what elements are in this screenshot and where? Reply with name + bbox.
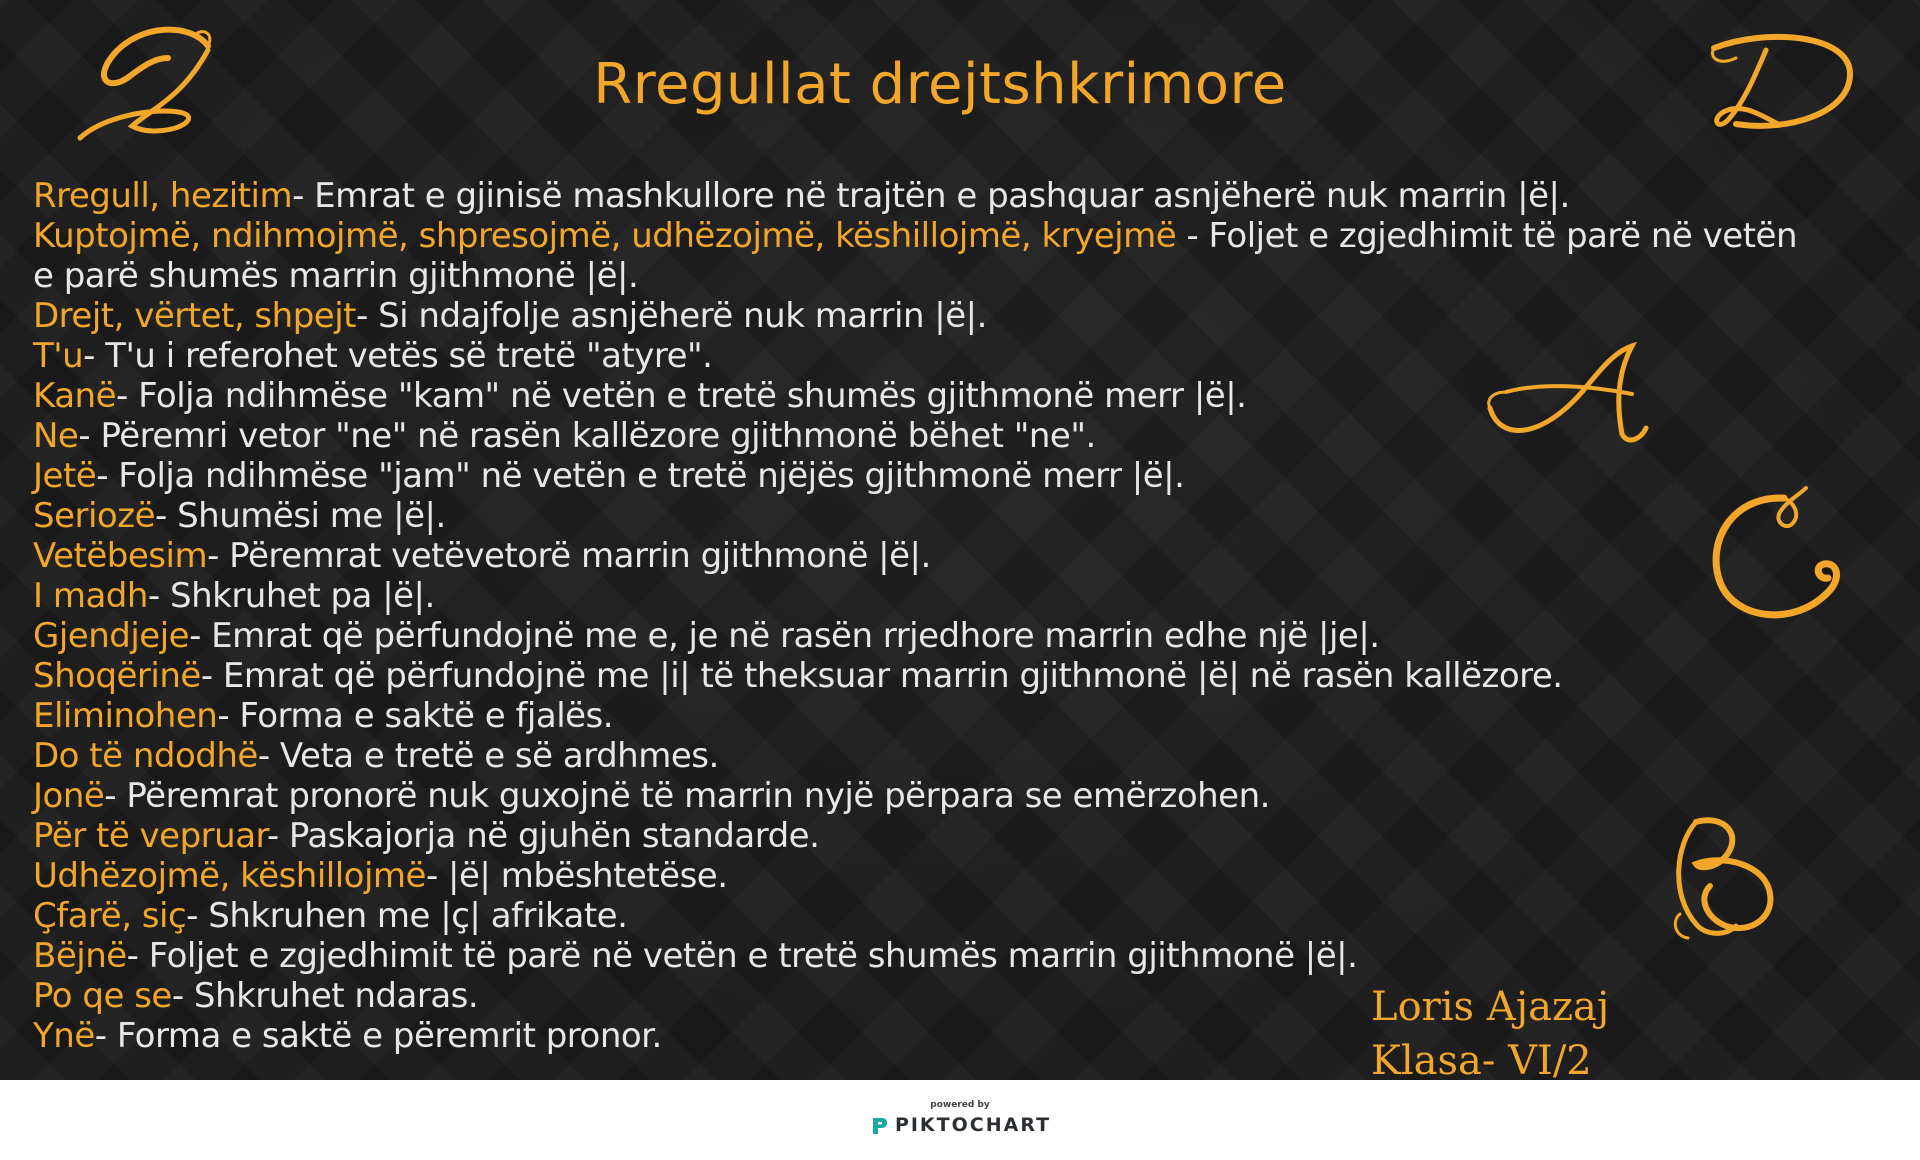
rule-item <box>33 936 1823 976</box>
rule-description: Forma e saktë e përemrit pronor. <box>106 1016 662 1056</box>
rule-description: Forma e saktë e fjalës. <box>229 696 614 736</box>
rule-separator: - <box>116 376 128 416</box>
rule-description: Foljet e zgjedhimit të parë në vetën e parë shumës marrin gjithmonë |ë|. <box>33 216 1797 296</box>
rule-term: Shoqërinë <box>33 656 201 696</box>
rule-separator: - <box>292 176 304 216</box>
rule-separator: - <box>266 816 279 856</box>
rule-term: Rregull, hezitim <box>33 176 293 216</box>
rule-item <box>33 536 1823 576</box>
rule-term: Për të vepruar <box>33 816 267 856</box>
rule-term: Bëjnë <box>33 936 127 976</box>
rule-term: Jetë <box>33 456 97 496</box>
rule-description: Si ndajfolje asnjëherë nuk marrin |ë|. <box>367 296 987 336</box>
rule-description: Emrat e gjinisë mashkullore në trajtën e pashquar asnjëherë nuk marrin |ë|. <box>303 176 1570 216</box>
footer <box>0 1080 1920 1160</box>
rule-separator: - <box>217 696 230 736</box>
piktochart-link[interactable] <box>0 1114 1920 1136</box>
rule-description: Folja ndihmëse "jam" në vetën e tretë njëjës gjithmonë merr |ë|. <box>107 456 1185 496</box>
rule-item <box>33 456 1823 496</box>
rule-separator: - <box>189 616 201 656</box>
rule-term: Po qe se <box>33 976 172 1016</box>
rule-term: Drejt, vërtet, shpejt <box>33 296 356 336</box>
rule-separator: - <box>1176 216 1199 256</box>
rule-item <box>33 416 1823 456</box>
rule-term: Kanë <box>33 376 116 416</box>
rule-separator: - <box>83 336 95 376</box>
rule-item <box>33 656 1823 696</box>
rule-item <box>33 856 1823 896</box>
rule-term: Seriozë <box>33 496 155 536</box>
rule-term: Vetëbesim <box>33 536 208 576</box>
rule-term: Kuptojmë, ndihmojmë, shpresojmë, udhëzojmë, këshillojmë, kryejmë <box>33 216 1177 256</box>
rule-item <box>33 216 1823 296</box>
rule-item <box>33 896 1823 936</box>
rule-separator: - <box>257 736 270 776</box>
rule-separator: - <box>104 776 117 816</box>
rule-description: Përemrat vetëvetorë marrin gjithmonë |ë|. <box>218 536 931 576</box>
rule-term: I madh <box>33 576 148 616</box>
rule-separator: - <box>96 456 108 496</box>
piktochart-brand: PIKTOCHART <box>894 1114 1052 1136</box>
rule-item <box>33 376 1823 416</box>
rule-item <box>33 816 1823 856</box>
rule-description: |ë| mbështetëse. <box>437 856 728 896</box>
rule-item <box>33 336 1823 376</box>
rule-description: Foljet e zgjedhimit të parë në vetën e tretë shumës marrin gjithmonë |ë|. <box>138 936 1358 976</box>
author-block <box>1371 980 1609 1080</box>
rule-description: Emrat që përfundojnë me |i| të theksuar marrin gjithmonë |ë| në rasën kallëzore. <box>212 656 1563 696</box>
rule-separator: - <box>425 856 438 896</box>
rule-term: Do të ndodhë <box>33 736 258 776</box>
author-name: Loris Ajazaj <box>1371 984 1610 1030</box>
rule-term: T'u <box>33 336 84 376</box>
rule-term: Jonë <box>33 776 105 816</box>
rule-term: Ynë <box>33 1016 95 1056</box>
rule-separator: - <box>355 296 368 336</box>
rule-description: T'u i referohet vetës së tretë "atyre". <box>94 336 713 376</box>
rule-separator: - <box>200 656 213 696</box>
page-title: Rregullat drejtshkrimore <box>593 52 1287 117</box>
rule-description: Shumësi me |ë|. <box>166 496 446 536</box>
rule-item <box>33 696 1823 736</box>
rule-separator: - <box>126 936 139 976</box>
rule-term: Çfarë, siç <box>33 896 187 936</box>
rule-description: Përemri vetor "ne" në rasën kallëzore gjithmonë bëhet "ne". <box>90 416 1096 456</box>
rule-description: Përemrat pronorë nuk guxojnë të marrin nyjë përpara se emërzohen. <box>116 776 1270 816</box>
rule-item <box>33 616 1823 656</box>
rule-description: Veta e tretë e së ardhmes. <box>269 736 719 776</box>
rule-description: Emrat që përfundojnë me e, je në rasën rrjedhore marrin edhe një |je|. <box>200 616 1380 656</box>
rule-separator: - <box>78 416 91 456</box>
rule-item <box>33 176 1823 216</box>
author-class: Klasa- VI/2 <box>1371 1038 1592 1080</box>
rule-term: Udhëzojmë, këshillojmë <box>33 856 426 896</box>
piktochart-logo-icon <box>869 1114 889 1136</box>
rule-separator: - <box>94 1016 107 1056</box>
rule-description: Shkruhet ndaras. <box>183 976 479 1016</box>
rule-separator: - <box>155 496 167 536</box>
rule-item <box>33 576 1823 616</box>
rule-item <box>33 496 1823 536</box>
rule-description: Shkruhet pa |ë|. <box>159 576 435 616</box>
rule-item <box>33 296 1823 336</box>
rule-term: Gjendjeje <box>33 616 190 656</box>
rule-separator: - <box>147 576 160 616</box>
rule-description: Shkruhen me |ç| afrikate. <box>197 896 628 936</box>
powered-by-label: powered by <box>930 1100 990 1110</box>
rule-description: Paskajorja në gjuhën standarde. <box>278 816 820 856</box>
rule-separator: - <box>171 976 184 1016</box>
rule-item <box>33 736 1823 776</box>
rule-description: Folja ndihmëse "kam" në vetën e tretë shumës gjithmonë merr |ë|. <box>127 376 1247 416</box>
rule-term: Ne <box>33 416 79 456</box>
rule-separator: - <box>186 896 198 936</box>
rule-term: Eliminohen <box>33 696 218 736</box>
rule-separator: - <box>207 536 219 576</box>
rule-item <box>33 776 1823 816</box>
rules-list <box>33 176 1823 1056</box>
